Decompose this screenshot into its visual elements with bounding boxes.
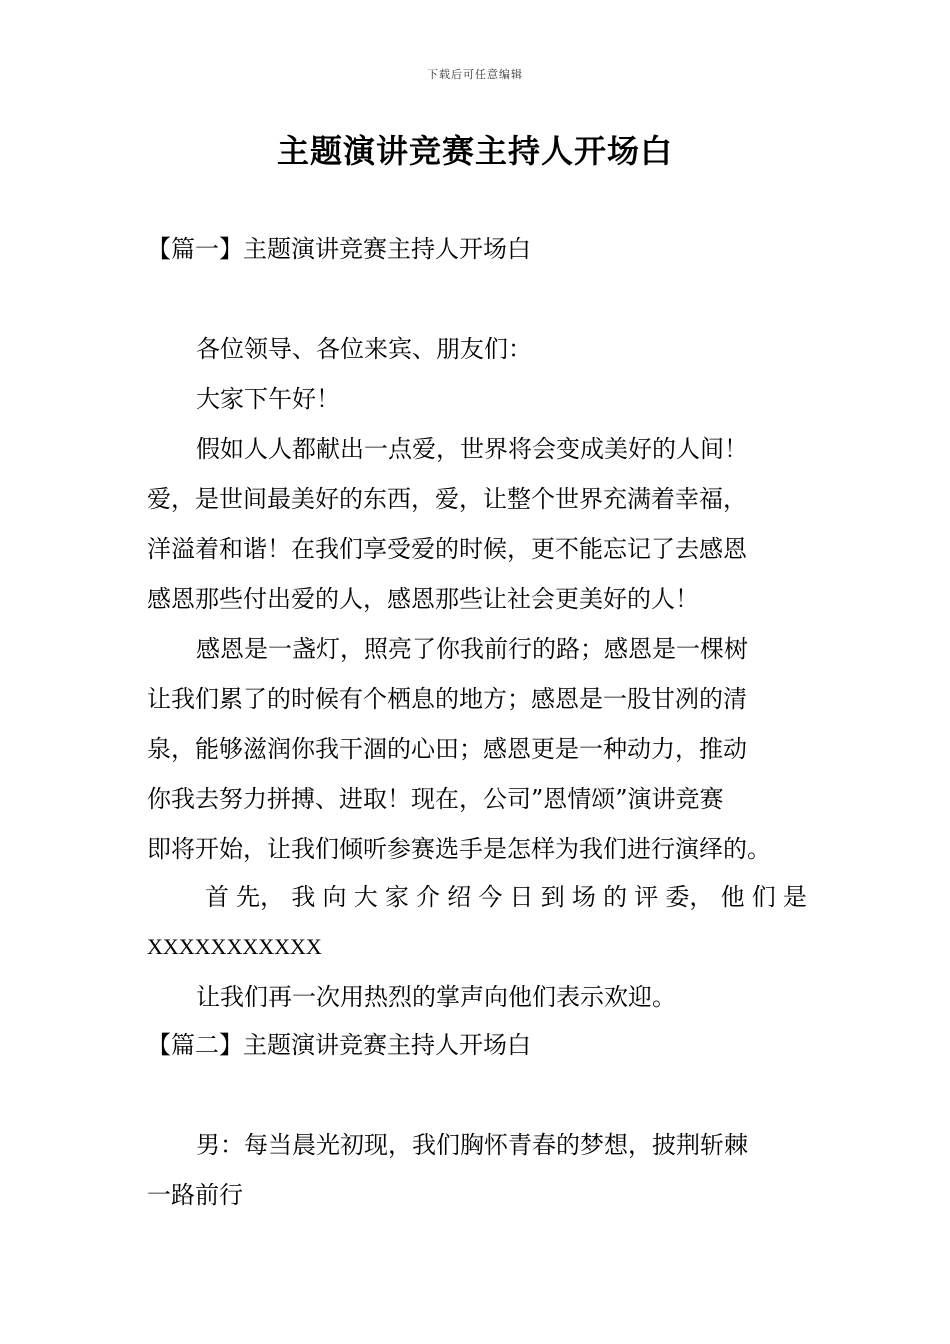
- header-note: 下载后可任意编辑: [427, 68, 523, 81]
- document-title: 主题演讲竞赛主持人开场白: [276, 132, 673, 170]
- text-char: 家: [384, 883, 409, 911]
- paragraph-line: 爱，是世间最美好的东西，爱，让整个世界充满着幸福，: [147, 485, 747, 513]
- text-char: 首: [205, 883, 229, 911]
- paragraph-line: 洋溢着和谐！在我们享受爱的时候，更不能忘记了去感恩: [147, 535, 747, 563]
- section2-heading: 【篇二】主题演讲竞赛主持人开场白: [147, 1031, 531, 1059]
- text-char: 场: [571, 883, 596, 911]
- applause-line: 让我们再一次用热烈的掌声向他们表示欢迎。: [196, 983, 676, 1011]
- text-char: 日: [509, 883, 534, 911]
- paragraph-line: 假如人人都献出一点爱，世界将会变成美好的人间！: [196, 435, 748, 463]
- paragraph-line: 泉，能够滋润你我干涸的心田；感恩更是一种动力，推动: [147, 735, 747, 763]
- text-char: 我: [291, 883, 316, 911]
- paragraph-line: 感恩是一盏灯，照亮了你我前行的路；感恩是一棵树: [196, 635, 748, 663]
- paragraph-line: 让我们累了的时候有个栖息的地方；感恩是一股甘冽的清: [147, 685, 747, 713]
- text-char: 先，: [236, 883, 285, 911]
- text-char: 向: [322, 883, 347, 911]
- text-char: 们: [751, 883, 776, 911]
- text-char: 他: [720, 883, 745, 911]
- text-char: 大: [353, 883, 378, 911]
- paragraph-line: 即将开始，让我们倾听参赛选手是怎样为我们进行演绎的。: [147, 835, 771, 863]
- text-char: 今: [478, 883, 503, 911]
- paragraph-line: 一路前行: [147, 1181, 243, 1209]
- paragraph-line: 你我去努力拼搏、进取！现在，公司”恩情颂”演讲竞赛: [147, 785, 724, 813]
- paragraph-line: 感恩那些付出爱的人，感恩那些让社会更美好的人！: [147, 585, 699, 613]
- text-char: 到: [540, 883, 565, 911]
- judges-intro-line: [205, 880, 807, 914]
- hello-line: 大家下午好！: [196, 385, 340, 413]
- greeting-line: 各位领导、各位来宾、朋友们：: [196, 335, 532, 363]
- text-char: 介: [416, 883, 441, 911]
- text-char: 绍: [447, 883, 472, 911]
- judges-placeholder: XXXXXXXXXXX: [147, 934, 322, 959]
- text-char: 评: [634, 883, 659, 911]
- text-char: 的: [603, 883, 628, 911]
- text-char: 委，: [665, 883, 714, 911]
- paragraph-line: 男：每当晨光初现，我们胸怀青春的梦想，披荆斩棘: [196, 1131, 748, 1159]
- section1-heading: 【篇一】主题演讲竞赛主持人开场白: [147, 235, 531, 263]
- text-char: 是: [782, 883, 807, 911]
